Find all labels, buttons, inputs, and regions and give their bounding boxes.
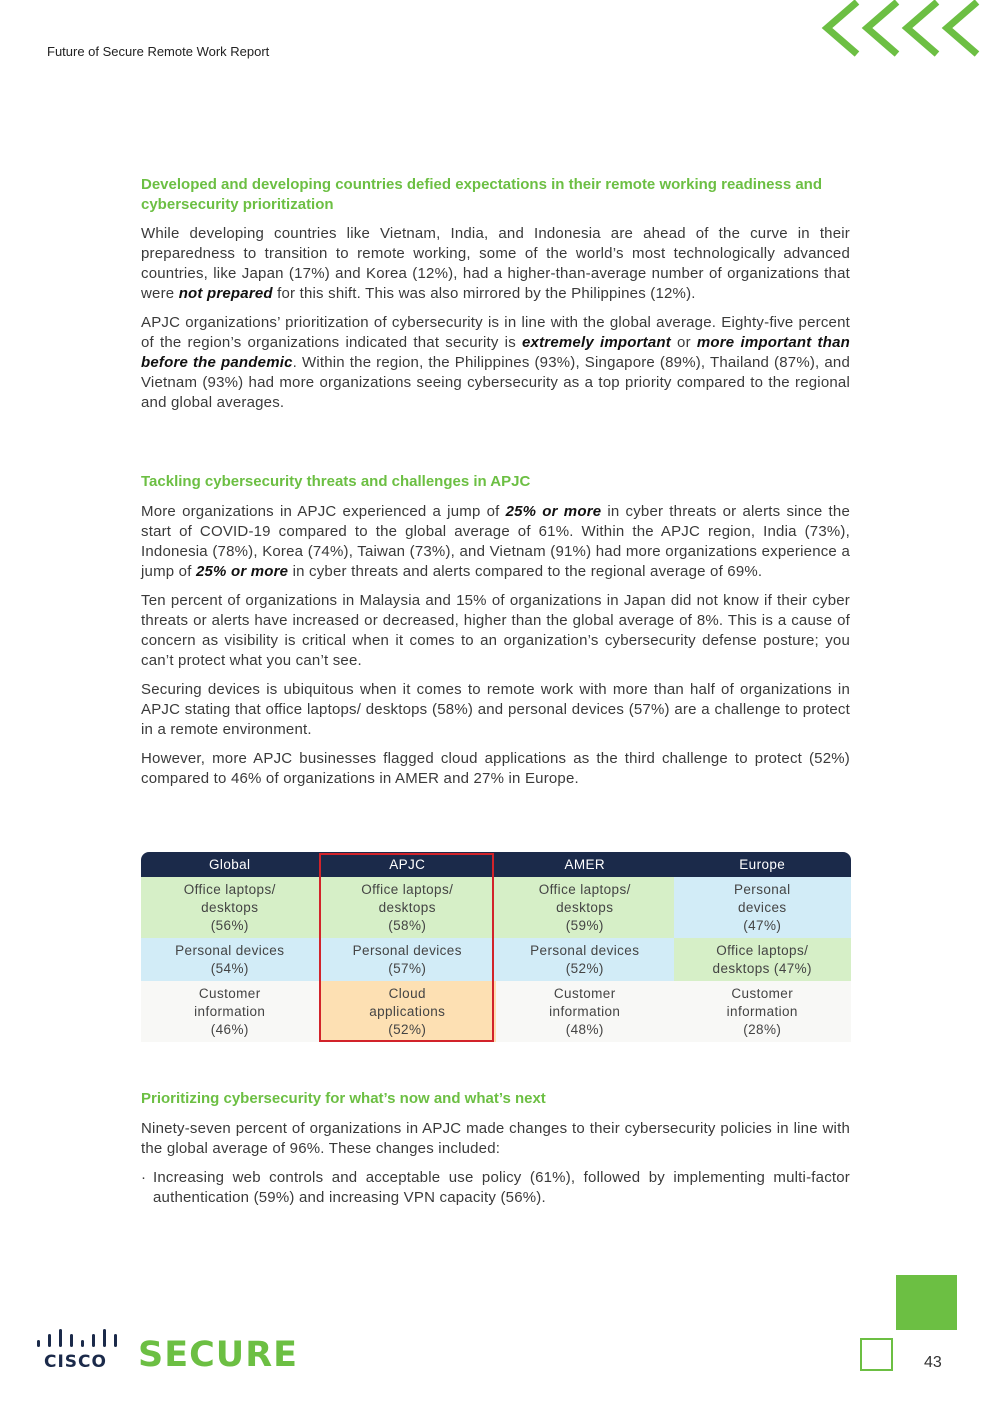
table-cell: Office laptops/ desktops (58%) (319, 877, 497, 938)
table-cell: Personal devices (54%) (141, 938, 319, 981)
column-header: APJC (319, 852, 497, 877)
table-cell: Customer information (28%) (674, 981, 852, 1042)
chevron-decoration-icon (807, 0, 992, 60)
table-cell: Customer information (46%) (141, 981, 319, 1042)
decorative-outline-square (860, 1338, 893, 1371)
paragraph: Securing devices is ubiquitous when it comes to remote work with more than half of organizations in APJC stating that office laptops/ desktops (58%) and personal devices (57%) are a challenge to protect in a remote environment. (141, 681, 850, 738)
table-cell: Cloud applications (52%) (319, 981, 497, 1042)
section-heading: Tackling cybersecurity threats and challenges in APJC (141, 473, 531, 490)
section-readiness (141, 175, 850, 413)
column-header: AMER (496, 852, 674, 877)
section-prioritizing (141, 1089, 850, 1208)
paragraph: Ninety-seven percent of organizations in APJC made changes to their cybersecurity policies in line with the global average of 96%. These changes included: (141, 1120, 850, 1157)
cisco-wordmark: CISCO (44, 1352, 107, 1372)
table-cell: Personal devices (47%) (674, 877, 852, 938)
section-heading: Developed and developing countries defied expectations in their remote working readiness and cybersecurity prioritization (141, 176, 822, 213)
list-item: · Increasing web controls and acceptable use policy (61%), followed by implementing multi-factor authentication (59%) and increasing VPN capacity (56%). (141, 1169, 850, 1206)
paragraph: More organizations in APJC experienced a jump of 25% or more in cyber threats or alerts since the start of COVID-19 compared to the global average of 61%. Within the APJC region, India (73%), Indonesia (78%), Korea (74%), Taiwan (73%), and Vietnam (91%) had more organizations experience a jump of 25% or more in cyber threats and alerts compared to the regional average of 69%. (141, 503, 850, 580)
cisco-logo-icon (36, 1328, 120, 1350)
table-header-row (141, 852, 851, 877)
section-threats (141, 472, 850, 789)
column-header: Europe (674, 852, 852, 877)
report-title: Future of Secure Remote Work Report (47, 44, 270, 59)
challenges-table (141, 852, 851, 1042)
table-cell: Office laptops/ desktops (59%) (496, 877, 674, 938)
secure-wordmark: SECURE (138, 1335, 299, 1375)
column-header: Global (141, 852, 319, 877)
table-row (141, 938, 851, 981)
table-cell: Customer information (48%) (496, 981, 674, 1042)
table-row (141, 981, 851, 1042)
page-number: 43 (924, 1354, 942, 1371)
table-cell: Office laptops/ desktops (56%) (141, 877, 319, 938)
paragraph: However, more APJC businesses flagged cloud applications as the third challenge to protect (52%) compared to 46% of organizations in AMER and 27% in Europe. (141, 750, 850, 787)
apjc-highlight-box (319, 853, 494, 1042)
table-cell: Personal devices (52%) (496, 938, 674, 981)
paragraph: APJC organizations’ prioritization of cybersecurity is in line with the global average. Eighty-five percent of the region’s organizations indicated that security is extremely important or more important than before the pandemic. Within the region, the Philippines (93%), Singapore (89%), Thailand (87%), and Vietnam (93%) had more organizations seeing cybersecurity as a top priority compared to the regional and global averages. (141, 314, 850, 411)
paragraph: While developing countries like Vietnam, India, and Indonesia are ahead of the curve in their preparedness to transition to remote working, some of the world’s most technologically advanced countries, like Japan (17%) and Korea (12%), had a higher-than-average number of organizations that were not prepared for this shift. This was also mirrored by the Philippines (12%). (141, 225, 850, 302)
section-heading: Prioritizing cybersecurity for what’s now and what’s next (141, 1090, 546, 1107)
table-cell: Office laptops/ desktops (47%) (674, 938, 852, 981)
decorative-green-square (896, 1275, 957, 1330)
paragraph: Ten percent of organizations in Malaysia and 15% of organizations in Japan did not know if their cyber threats or alerts have increased or decreased, higher than the global average of 8%. This is a cause of concern as visibility is critical when it comes to an organization’s cybersecurity defense posture; you can’t protect what you can’t see. (141, 592, 850, 669)
table-row (141, 877, 851, 938)
bullet-icon: · (141, 1169, 147, 1186)
table-cell: Personal devices (57%) (319, 938, 497, 981)
